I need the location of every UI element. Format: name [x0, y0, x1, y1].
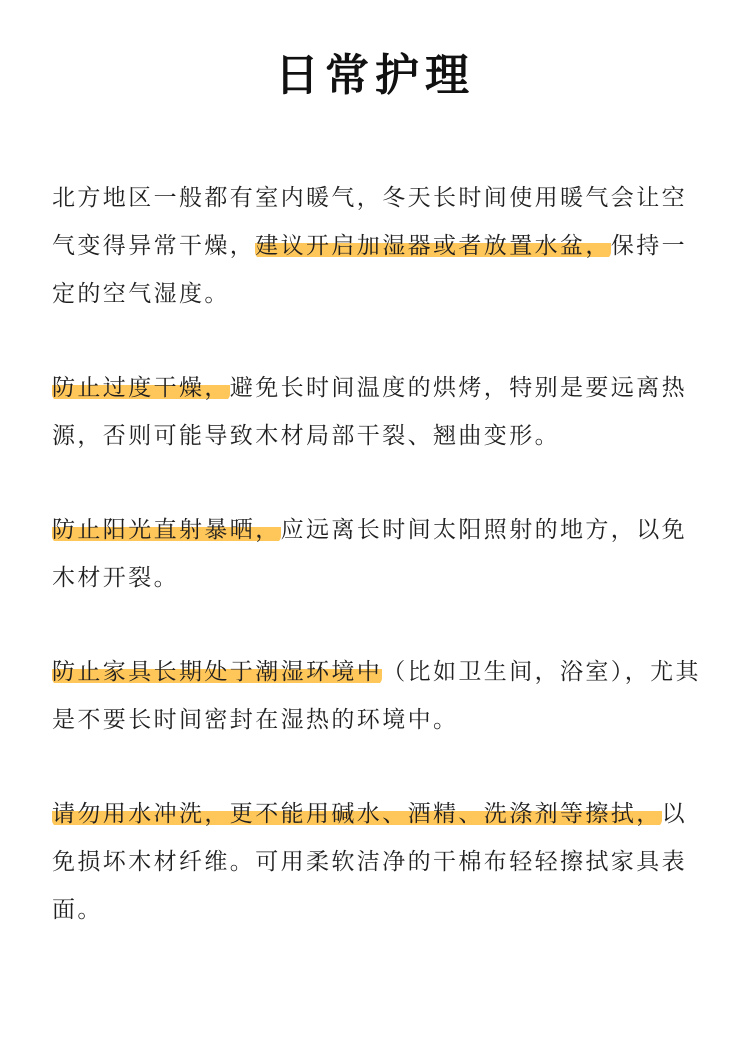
paragraph-text: 应远离长时间太阳照射的地方，以免木材开裂。 — [52, 517, 688, 591]
page-title: 日常护理 — [267, 46, 483, 106]
paragraph-text: 北方地区一般都有室内暖气，冬天长时间使用暖气会让空气变得异常干燥， — [52, 185, 687, 259]
highlighted-text: 防止过度干燥， — [52, 375, 230, 401]
paragraph-humidity — [52, 174, 702, 318]
paragraph-moisture — [52, 648, 702, 744]
paragraph-text: 避免长时间温度的烘烤，特别是要远离热源，否则可能导致木材局部干裂、翘曲变形。 — [52, 375, 688, 449]
paragraph-text: 保持一定的空气湿度。 — [52, 233, 688, 307]
paragraph-text: （比如卫生间，浴室），尤其是不要长时间密封在湿热的环境中。 — [52, 659, 701, 733]
paragraph-cleaning — [52, 790, 702, 934]
highlighted-text: 防止阳光直射暴晒， — [52, 517, 281, 543]
highlighted-text: 防止家具长期处于潮湿环境中 — [52, 659, 383, 685]
title-area — [0, 46, 750, 106]
paragraph-dryness — [52, 364, 702, 460]
highlighted-text: 建议开启加湿器或者放置水盆， — [255, 233, 611, 259]
care-content — [52, 174, 702, 934]
paragraph-sunlight — [52, 506, 702, 602]
paragraph-text: 以免损坏木材纤维。可用柔软洁净的干棉布轻轻擦拭家具表面。 — [52, 801, 688, 923]
highlighted-text: 请勿用水冲洗，更不能用碱水、酒精、洗涤剂等擦拭， — [52, 801, 662, 827]
